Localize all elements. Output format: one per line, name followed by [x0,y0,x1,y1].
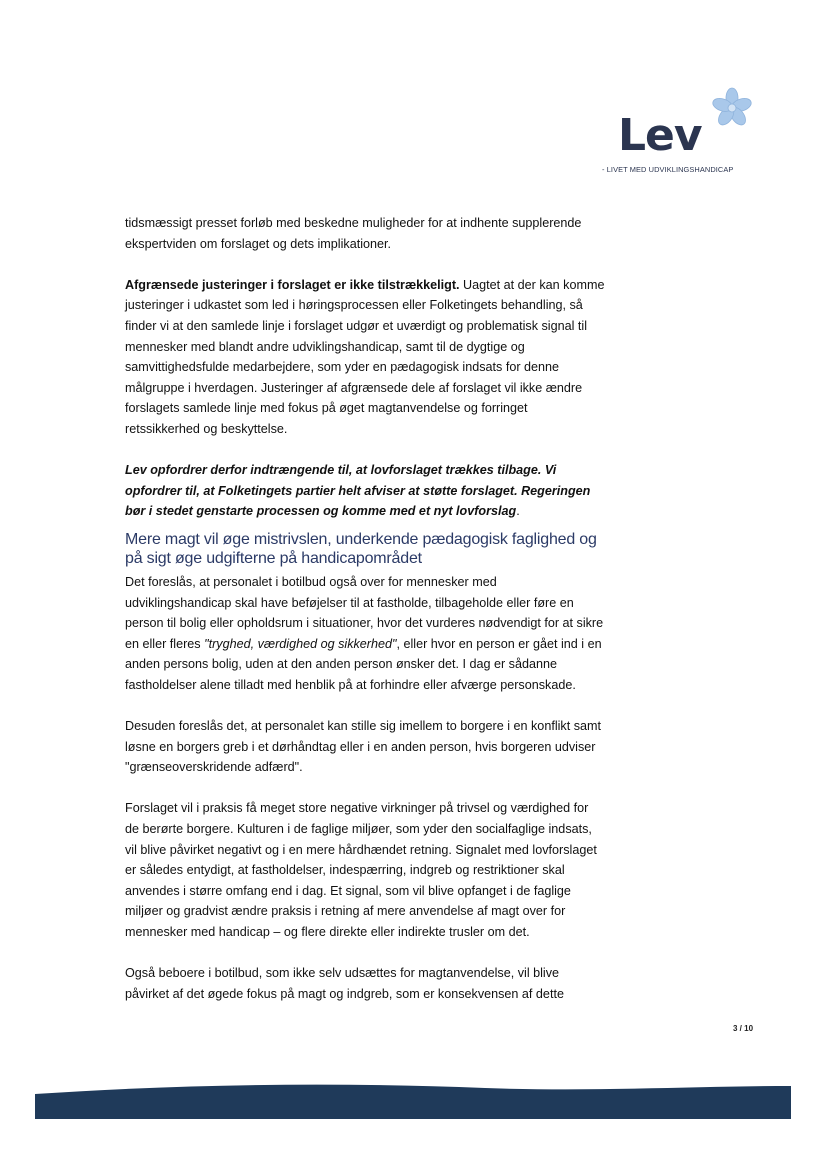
footer-band [35,1080,791,1120]
paragraph [125,275,605,440]
section-heading: Mere magt vil øge mistrivslen, underkende pædagogisk faglighed og på sigt øge udgifterne på handicapområdet [125,530,597,568]
page-number: 3 / 10 [733,1024,754,1033]
paragraph-text: Uagtet at der kan komme justeringer i udkastet som led i høringsprocessen eller Folketingets behandling, så finder vi at den samlede linje i forslaget udgør et uværdigt og problematisk signal til mennesker med blandt andre udviklingshandicap, samt til de dygtige og samvittighedsfulde medarbejdere, som yder en pædagogisk indsats for denne målgruppe i hverdagen. Justeringer af afgrænsede dele af forslaget vil ikke ændre forslagets samlede linje med fokus på øget magtanvendelse og forringet retssikkerhed og beskyttelse. [125,277,605,436]
paragraph: Desuden foreslås det, at personalet kan stille sig imellem to borgere i en konflikt samt løsne en borgers greb i et dørhåndtag eller i en anden person, hvis borgeren udviser "grænseoverskridende adfærd". [125,719,601,775]
logo-tagline: - LIVET MED UDVIKLINGSHANDICAP [602,165,734,174]
callout-end: . [516,504,520,519]
paragraph [125,572,605,696]
callout-paragraph [125,460,605,522]
document-body [125,213,605,1004]
lev-logo [596,86,766,178]
paragraph: tidsmæssigt presset forløb med beskedne muligheder for at indhente supplerende ekspertviden om forslaget og dets implikationer. [125,216,582,251]
quoted-phrase: "tryghed, værdighed og sikkerhed" [204,636,397,651]
paragraph-lead: Afgrænsede justeringer i forslaget er ikke tilstrækkeligt. [125,277,460,292]
paragraph: Også beboere i botilbud, som ikke selv udsættes for magtanvendelse, vil blive påvirket af det øgede fokus på magt og indgreb, som er konsekvensen af dette [125,966,564,1001]
paragraph-text: Det foreslås, at personalet i botilbud også over for mennesker med udviklingshandicap skal have beføjelser til at fastholde, tilbageholde eller føre en person til bolig eller opholdsrum i situationer, hvor det vurderes nødvendigt for at sikre en eller fleres [125,574,604,651]
paragraph: Forslaget vil i praksis få meget store negative virkninger på trivsel og værdighed for de berørte borgere. Kulturen i de faglige miljøer, som yder den socialfaglige indsats, vil blive påvirket negativt og i en mere hårdhændet retning. Signalet med lovforslaget er således entydigt, at fastholdelser, indespærring, indgreb og restriktioner skal anvendes i større omfang end i dag. Et signal, som vil blive opfanget i de faglige miljøer og gradvist ændre praksis i retning af mere anvendelse af magt over for mennesker med handicap – og flere direkte eller indirekte trusler om det. [125,801,597,939]
logo-wordmark: Lev [618,110,702,161]
callout-text: Lev opfordrer derfor indtrængende til, at lovforslaget trækkes tilbage. Vi opfordrer til, at Folketingets partier helt afviser at støtte forslaget. Regeringen bør i stedet genstarte processen og komme med et nyt lovforslag [125,463,591,519]
paragraph-text: , eller hvor en person er gået ind i en anden persons bolig, uden at den anden person ønsker det. I dag er sådanne fastholdelser alene tilladt med henblik på at forhindre eller afværge personskade. [125,636,602,692]
